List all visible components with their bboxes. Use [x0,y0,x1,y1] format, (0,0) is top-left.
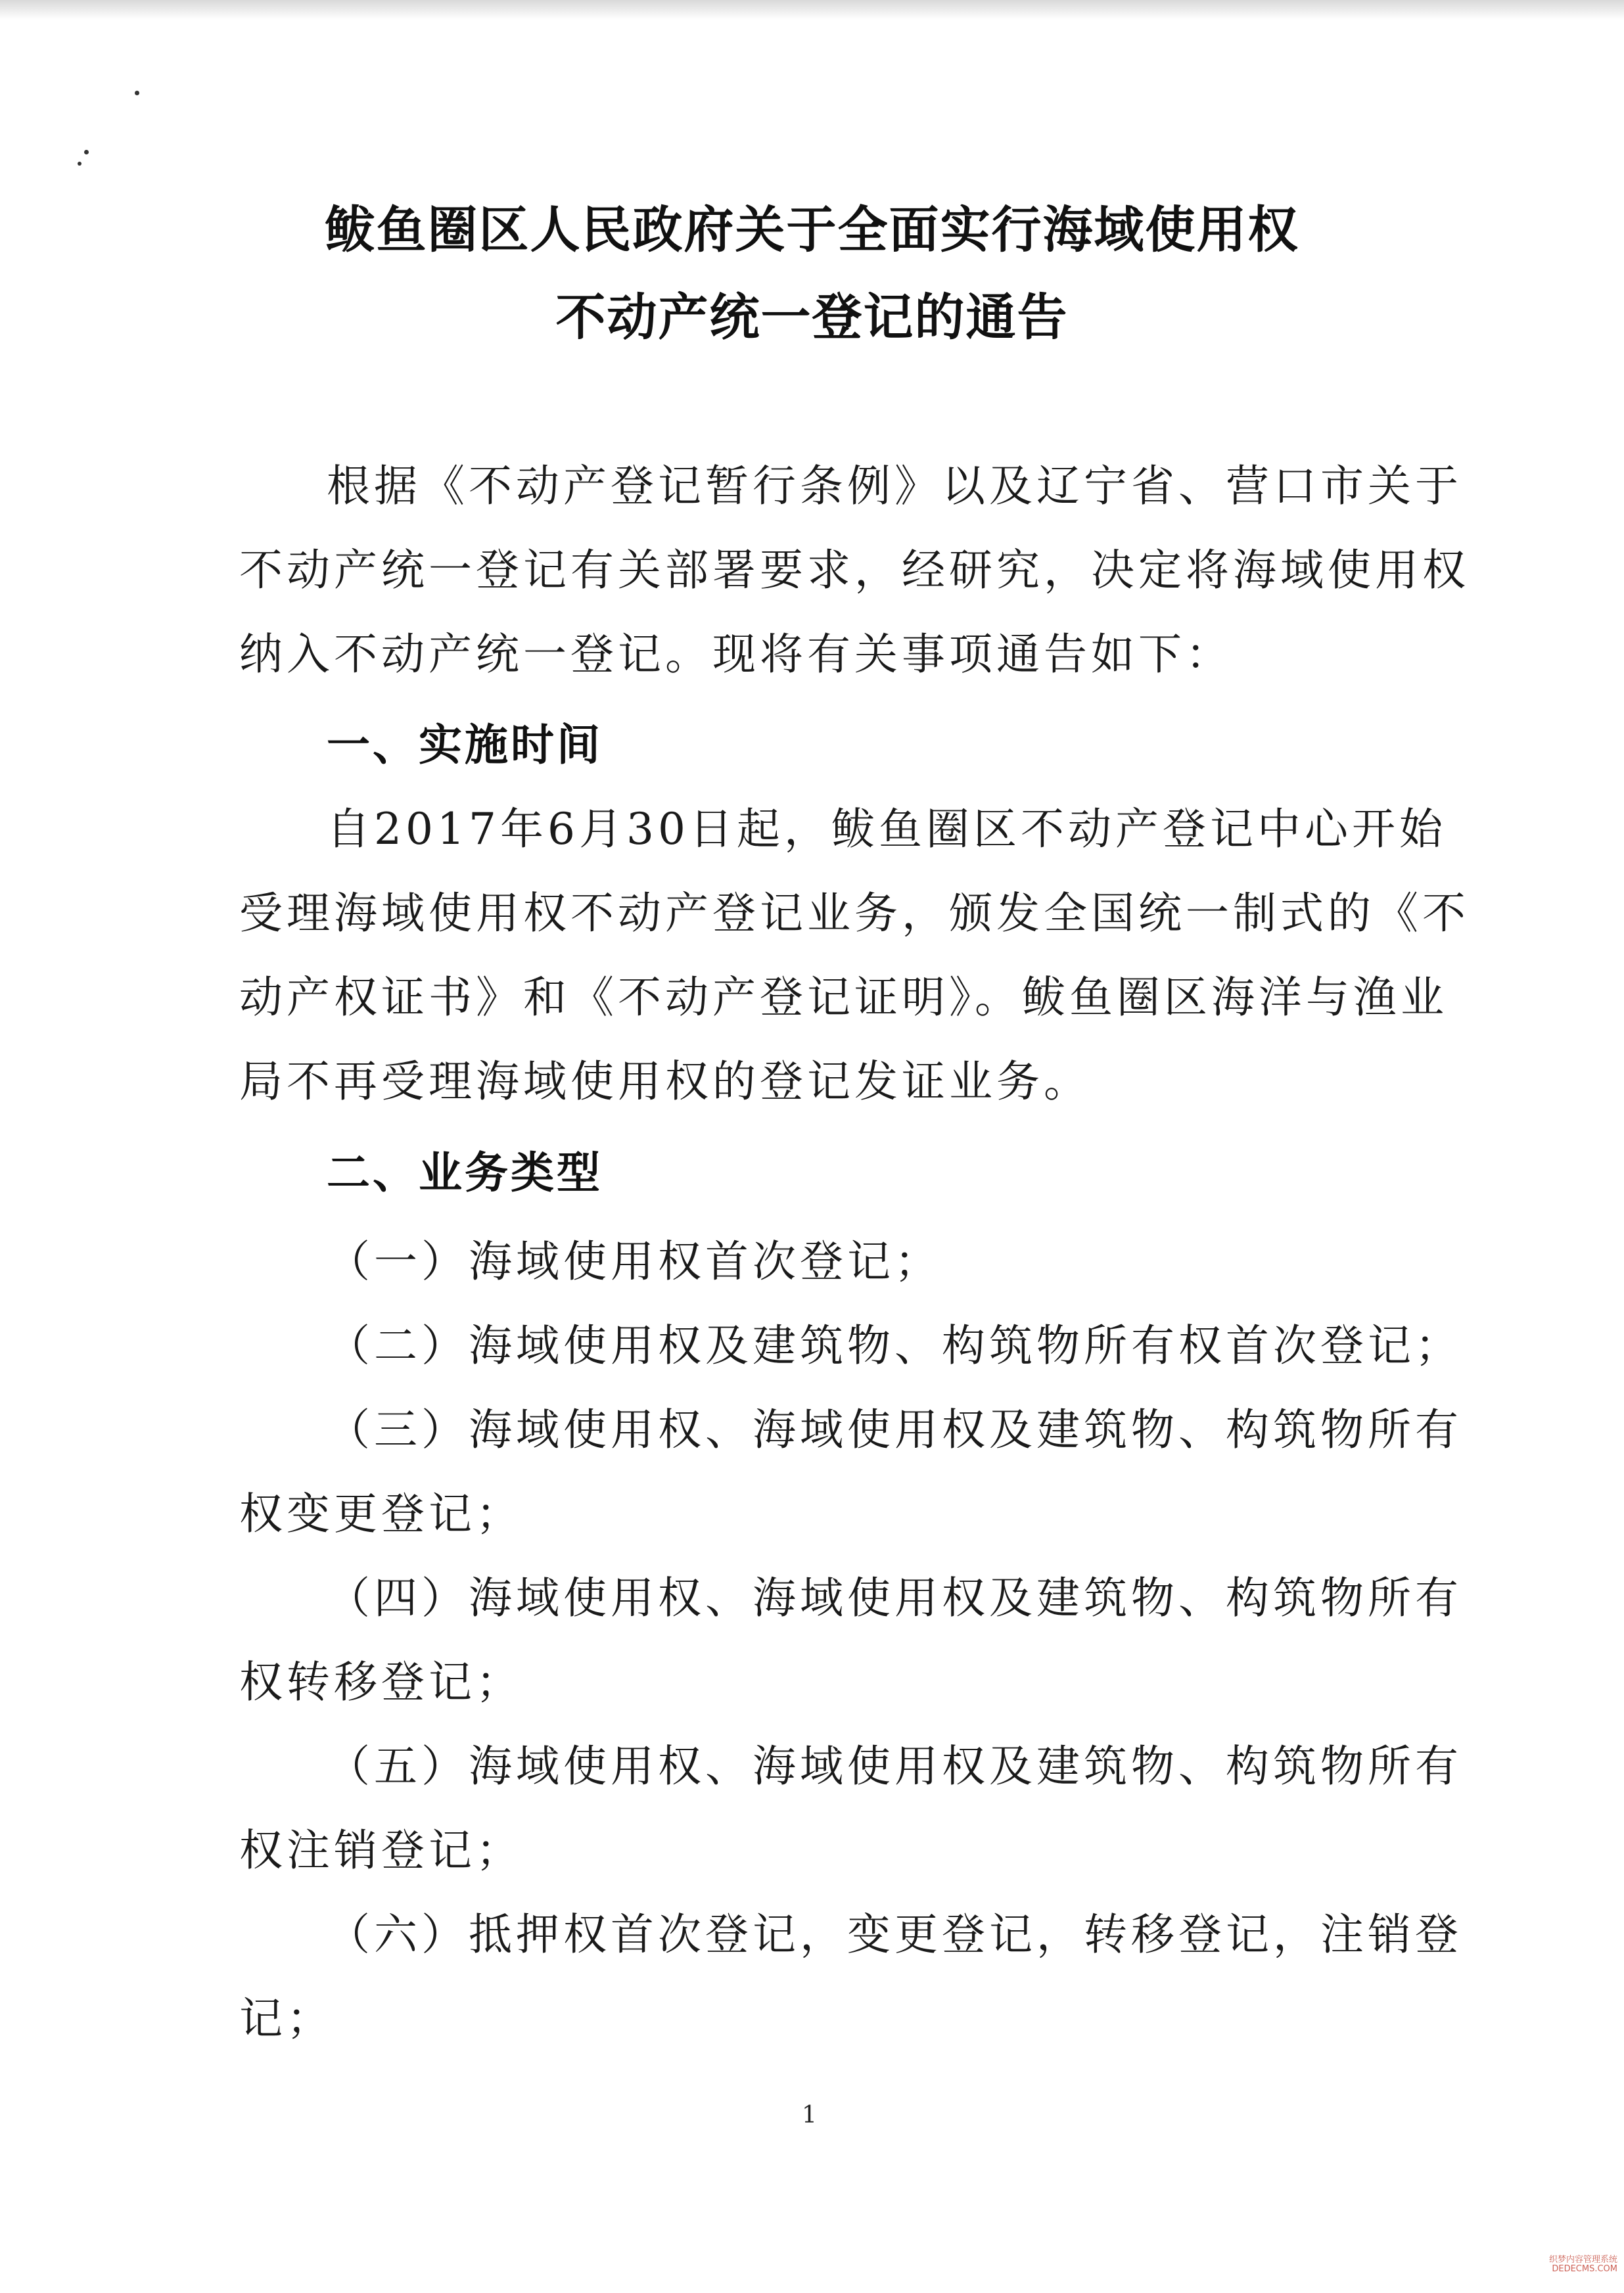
section1-line: 动产权证书》和《不动产登记证明》。鲅鱼圈区海洋与渔业 [239,972,1448,1023]
scan-speck [135,91,139,95]
section2-line: 记； [239,1993,334,2044]
section2-line: （一）海域使用权首次登记； [327,1236,942,1287]
section2-line: （二）海域使用权及建筑物、构筑物所有权首次登记； [327,1320,1462,1371]
watermark: 织梦内容管理系统 DEDECMS.COM [1548,2255,1617,2274]
section1-line: 局不再受理海域使用权的登记发证业务。 [239,1056,1091,1107]
section2-line: （五）海域使用权、海域使用权及建筑物、构筑物所有 [327,1741,1462,1792]
section2-line: （六）抵押权首次登记，变更登记，转移登记，注销登 [327,1909,1462,1960]
section2-line: （四）海域使用权、海域使用权及建筑物、构筑物所有 [327,1573,1462,1623]
document-title-line2: 不动产统一登记的通告 [555,288,1069,346]
document-title-line1: 鲅鱼圈区人民政府关于全面实行海域使用权 [325,200,1299,259]
section1-line: 受理海域使用权不动产登记业务，颁发全国统一制式的《不 [239,888,1470,938]
intro-line: 不动产统一登记有关部署要求，经研究，决定将海域使用权 [239,545,1470,595]
intro-line: 纳入不动产统一登记。现将有关事项通告如下： [239,629,1233,680]
section-heading-business-types: 二、业务类型 [327,1147,603,1198]
section2-line: 权转移登记； [239,1657,523,1707]
scan-edge [0,0,1624,20]
section2-line: （三）海域使用权、海域使用权及建筑物、构筑物所有 [327,1404,1462,1455]
section2-line: 权注销登记； [239,1825,523,1876]
section2-line: 权变更登记； [239,1489,523,1539]
intro-line: 根据《不动产登记暂行条例》以及辽宁省、营口市关于 [327,461,1462,511]
scan-speck [78,162,81,166]
scan-speck [84,150,89,154]
section-heading-implementation-time: 一、实施时间 [327,720,603,770]
section1-line: 自2017年6月30日起，鲅鱼圈区不动产登记中心开始 [327,804,1447,854]
page-number: 1 [802,2102,817,2129]
